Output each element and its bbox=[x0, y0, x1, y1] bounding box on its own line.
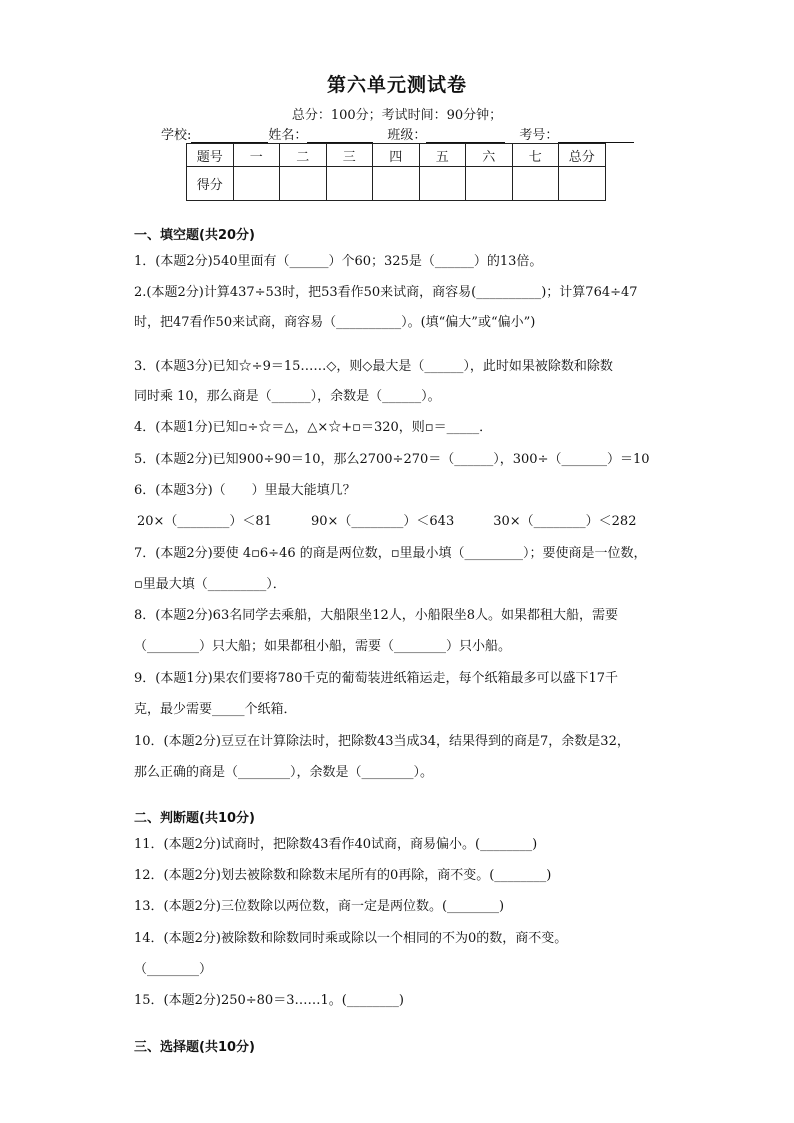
score-cell[interactable] bbox=[559, 167, 606, 201]
question-line: 20×（________）＜81 90×（________）＜643 30×（________）＜282 bbox=[137, 514, 637, 529]
question-line: （________）只大船；如果都租小船，需要（________）只小船。 bbox=[134, 639, 512, 654]
question-line: 6．(本题3分)（ ）里最大能填几？ bbox=[134, 483, 356, 498]
school-blank[interactable] bbox=[191, 128, 268, 143]
score-cell[interactable] bbox=[466, 167, 513, 201]
question-line: 14．(本题2分)被除数和除数同时乘或除以一个相同的不为0的数，商不变。 bbox=[134, 931, 568, 946]
question-line: 那么正确的商是（________），余数是（________）。 bbox=[134, 765, 434, 780]
question-line: 3．(本题3分)已知☆÷9＝15……◇，则◇最大是（______），此时如果被除数和除数 bbox=[134, 359, 613, 374]
score-cell[interactable] bbox=[233, 167, 280, 201]
score-table-header: 六 bbox=[466, 144, 513, 167]
exam-meta: 总分：100分；考试时间：90分钟； bbox=[291, 108, 503, 123]
question-line: 克，最少需要_____个纸箱． bbox=[134, 702, 297, 717]
class-label: 班级： bbox=[387, 128, 427, 143]
score-cell[interactable] bbox=[280, 167, 327, 201]
question-line: 9．(本题1分)果农们要将780千克的葡萄装进纸箱运走，每个纸箱最多可以盛下17千 bbox=[134, 671, 619, 686]
page-title: 第六单元测试卷 bbox=[326, 74, 467, 96]
score-table-header: 三 bbox=[326, 144, 373, 167]
question-line: 5．(本题2分)已知900÷90＝10，那么2700÷270＝（______），300÷（_______）＝10 bbox=[134, 452, 650, 467]
class-blank[interactable] bbox=[426, 128, 505, 143]
score-table-score-row bbox=[187, 167, 606, 201]
section-heading-true-false: 二、判断题(共10分) bbox=[134, 811, 255, 826]
question-line: 10．(本题2分)豆豆在计算除法时，把除数43当成34，结果得到的商是7，余数是32， bbox=[134, 734, 630, 749]
score-cell[interactable] bbox=[512, 167, 559, 201]
question-line: 1．(本题2分)540里面有（______）个60；325是（______）的13倍。 bbox=[134, 254, 543, 269]
question-line: 8．(本题2分)63名同学去乘船，大船限坐12人，小船限坐8人。如果都租大船，需要 bbox=[134, 608, 619, 623]
section-heading-multiple-choice: 三、选择题(共10分) bbox=[134, 1040, 255, 1055]
question-line: 7．(本题2分)要使 4▫6÷46 的商是两位数，▫里最小填（_________）；要使商是一位数， bbox=[134, 546, 647, 561]
question-line: ▫里最大填（_________）． bbox=[134, 577, 286, 592]
question-line: 4．(本题1分)已知▫÷☆＝△，△×☆+▫＝320，则▫＝_____． bbox=[134, 420, 493, 435]
score-table-header: 五 bbox=[419, 144, 466, 167]
score-table-header-row bbox=[187, 144, 606, 167]
question-line: 12．(本题2分)划去被除数和除数末尾所有的0再除，商不变。(________) bbox=[134, 868, 552, 883]
score-table bbox=[186, 143, 606, 201]
score-cell[interactable] bbox=[373, 167, 420, 201]
score-table-header: 总分 bbox=[559, 144, 606, 167]
student-info-row bbox=[161, 124, 634, 143]
section-heading-fill-blank: 一、填空题(共20分) bbox=[134, 228, 255, 243]
name-blank[interactable] bbox=[307, 128, 373, 143]
score-cell[interactable] bbox=[419, 167, 466, 201]
score-table-header: 一 bbox=[233, 144, 280, 167]
question-line: 同时乘 10，那么商是（______），余数是（______）。 bbox=[134, 389, 441, 404]
score-table-header: 题号 bbox=[187, 144, 234, 167]
name-label: 姓名： bbox=[268, 128, 308, 143]
score-table-header: 七 bbox=[512, 144, 559, 167]
score-cell[interactable] bbox=[326, 167, 373, 201]
question-line: 2.(本题2分)计算437÷53时，把53看作50来试商，商容易(__________)；计算764÷47 bbox=[134, 285, 638, 300]
score-table-header: 二 bbox=[280, 144, 327, 167]
score-label: 得分 bbox=[187, 167, 234, 201]
school-label: 学校: bbox=[161, 128, 192, 143]
question-line: 15．(本题2分)250÷80＝3……1。(________) bbox=[134, 993, 404, 1008]
question-line: 11．(本题2分)试商时，把除数43看作40试商，商易偏小。(________) bbox=[134, 837, 538, 852]
number-blank[interactable] bbox=[558, 128, 634, 143]
score-table-header: 四 bbox=[373, 144, 420, 167]
question-line: （________） bbox=[134, 962, 213, 977]
question-line: 时，把47看作50来试商，商容易（__________）。(填“偏大”或“偏小”) bbox=[134, 315, 536, 330]
question-line: 13．(本题2分)三位数除以两位数，商一定是两位数。(________) bbox=[134, 899, 505, 914]
number-label: 考号： bbox=[519, 128, 559, 143]
